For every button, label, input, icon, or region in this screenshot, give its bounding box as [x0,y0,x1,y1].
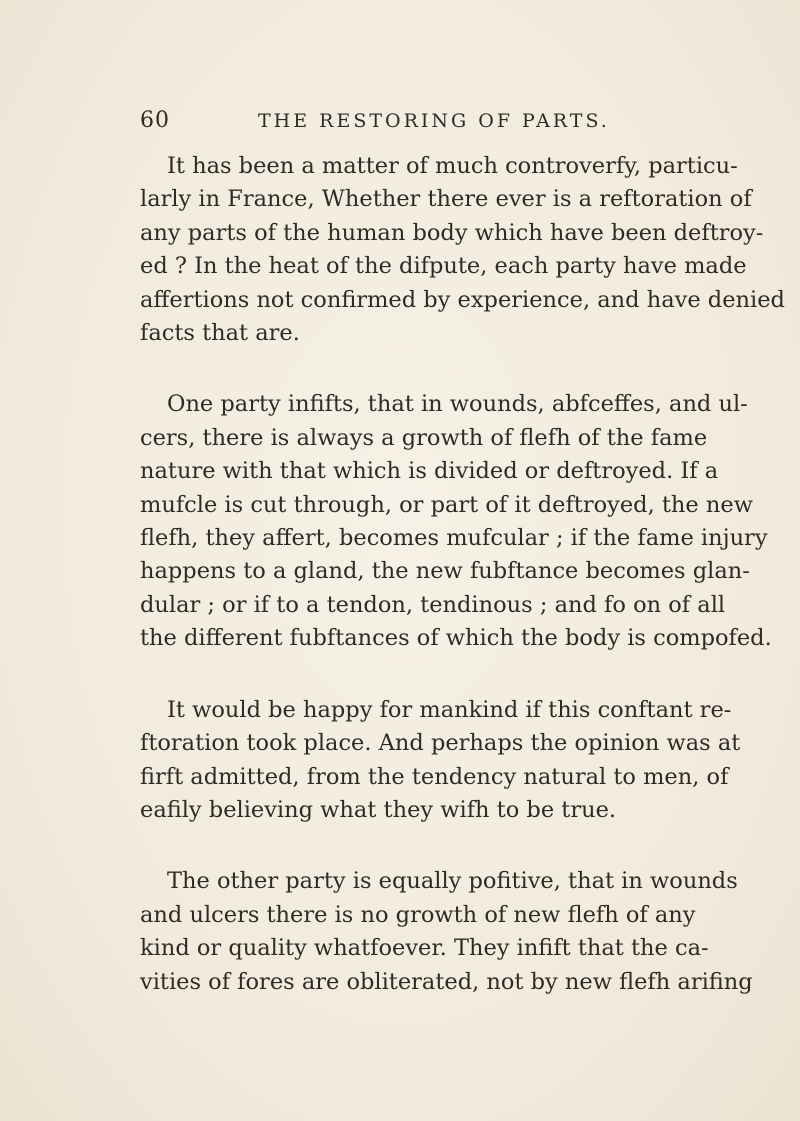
text-line: cers, there is always a growth of flefh of the fame [140,424,708,451]
text-line: flefh, they affert, becomes mufcular ; if the fame injury [140,525,768,552]
text-line: One party infifts, that in wounds, abfceffes, and ul- [167,391,748,418]
text-line: firft admitted, from the tendency natural to men, of [140,763,729,790]
text-line: It has been a matter of much controverfy, particu- [167,153,738,179]
text-line: eafily believing what they wifh to be true. [140,796,617,823]
paragraph-1 [140,150,785,350]
text-line: The other party is equally pofitive, that in wounds [167,868,738,895]
paragraph-3 [140,694,741,828]
text-line: any parts of the human body which have been deftroy- [140,219,764,246]
text-line: dular ; or if to a tendon, tendinous ; and fo on of all [140,591,726,618]
text-line: facts that are. [140,320,300,347]
text-line: the different fubftances of which the body is compofed. [140,625,772,652]
text-line: and ulcers there is no growth of new flefh of any [140,901,696,928]
text-line: ed ? In the heat of the difpute, each party have made [140,253,747,280]
text-line: It would be happy for mankind if this conftant re- [167,696,732,723]
text-line: happens to a gland, the new fubftance becomes glan- [140,558,750,585]
paragraph-2 [140,388,772,655]
paragraph-4 [140,865,753,999]
page-number: 60 [140,108,170,133]
text-line: affertions not confirmed by experience, and have denied [140,286,785,313]
text-line: kind or quality whatfoever. They infift that the ca- [140,935,709,962]
body-text [140,150,785,999]
running-title: THE RESTORING OF PARTS. [258,110,610,132]
text-line: vities of fores are obliterated, not by new flefh arifing [140,968,753,995]
text-line: ftoration took place. And perhaps the opinion was at [140,730,741,757]
running-head [140,108,660,138]
text-line: mufcle is cut through, or part of it deftroyed, the new [140,491,753,518]
text-line: nature with that which is divided or deftroyed. If a [140,458,719,485]
text-line: larly in France, Whether there ever is a reftoration of [140,186,752,213]
